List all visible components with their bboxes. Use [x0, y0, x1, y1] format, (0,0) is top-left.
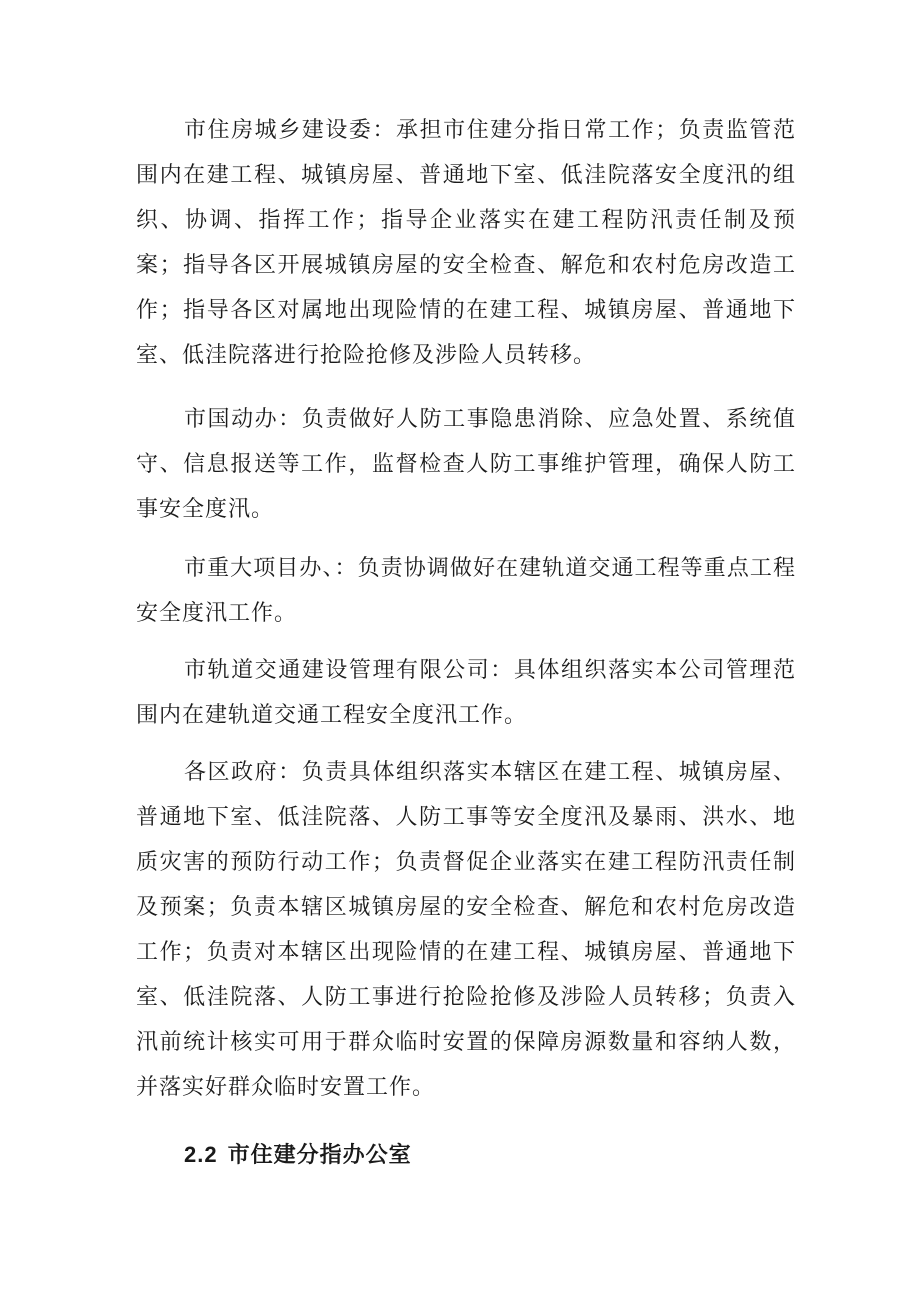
paragraph-rail-transit-company: 市轨道交通建设管理有限公司：具体组织落实本公司管理范围内在建轨道交通工程安全度汛工作。	[136, 658, 796, 728]
section-heading	[184, 1132, 412, 1178]
paragraph-civil-defense-office: 市国动办：负责做好人防工事隐患消除、应急处置、系统值守、信息报送等工作，监督检查人防工事维护管理，确保人防工事安全度汛。	[136, 407, 796, 522]
paragraph-major-projects-office: 市重大项目办、：负责协调做好在建轨道交通工程等重点工程安全度汛工作。	[136, 556, 796, 626]
paragraph-housing-construction-commission: 市住房城乡建设委：承担市住建分指日常工作；负责监管范围内在建工程、城镇房屋、普通地下室、低洼院落安全度汛的组织、协调、指挥工作；指导企业落实在建工程防汛责任制及预案；指导各区开展城镇房屋的安全检查、解危和农村危房改造工作；指导各区对属地出现险情的在建工程、城镇房屋、普通地下室、低洼院落进行抢险抢修及涉险人员转移。	[136, 118, 796, 368]
paragraph-district-governments: 各区政府：负责具体组织落实本辖区在建工程、城镇房屋、普通地下室、低洼院落、人防工事等安全度汛及暴雨、洪水、地质灾害的预防行动工作；负责督促企业落实在建工程防汛责任制及预案；负责本辖区城镇房屋的安全检查、解危和农村危房改造工作；负责对本辖区出现险情的在建工程、城镇房屋、普通地下室、低洼院落、人防工事进行抢险抢修及涉险人员转移；负责入汛前统计核实可用于群众临时安置的保障房源数量和容纳人数，并落实好群众临时安置工作。	[136, 760, 796, 1100]
section-title: 市住建分指办公室	[227, 1143, 412, 1168]
section-number: 2.2	[184, 1142, 218, 1167]
